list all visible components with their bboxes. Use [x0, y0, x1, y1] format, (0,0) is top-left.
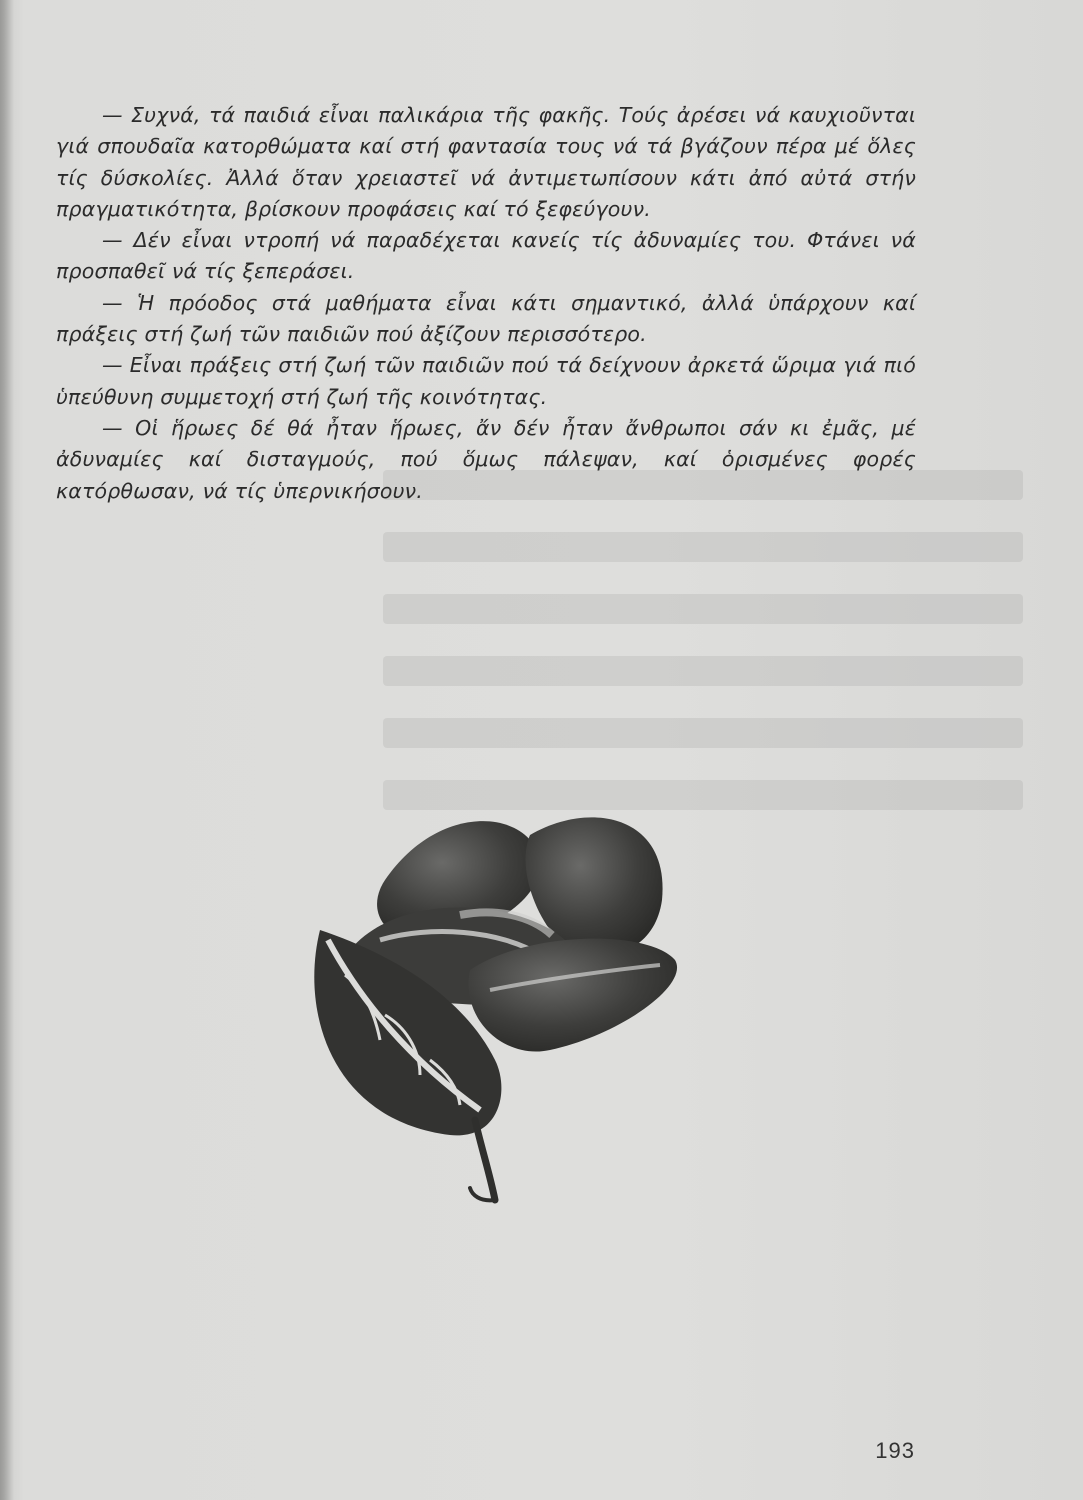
leaf-right-lower	[469, 939, 677, 1052]
paragraph-3: — Ἡ πρόοδος στά μαθήματα εἶναι κάτι σημαντικό, ἀλλά ὑπάρχουν καί πράξεις στή ζωή τῶν παιδιῶν πού ἀξίζουν περισσότερο.	[56, 290, 916, 347]
page-number: 193	[875, 1438, 915, 1463]
spine-shadow	[0, 0, 14, 1500]
paragraph-1: — Συχνά, τά παιδιά εἶναι παλικάρια τῆς φακῆς. Τούς ἀρέσει νά καυχιοῦνται γιά σπουδαῖα κατορθώματα καί στή φαντασία τους νά τά βγάζουν πέρα μέ ὅλες τίς δύσκολίες. Ἀλλά ὅταν χρειαστεῖ νά ἀντιμετωπίσουν κάτι ἀπό αὐτά στήν πραγματικότητα, βρίσκουν προφάσεις καί τό ξεφεύγουν.	[56, 103, 916, 221]
paragraph-4: — Εἶναι πράξεις στή ζωή τῶν παιδιῶν πού τά δείχνουν ἀρκετά ὥριμα γιά πιό ὑπεύθυνη συμμετοχή στή ζωή τῆς κοινότητας.	[56, 353, 916, 409]
stem	[475, 1120, 495, 1200]
paragraph-2: — Δέν εἶναι ντροπή νά παραδέχεται κανείς τίς ἀδυναμίες του. Φτάνει νά προσπαθεῖ νά τίς ξεπεράσει.	[56, 228, 916, 284]
paragraph-5: — Οἱ ἥρωες δέ θά ἦταν ἥρωες, ἄν δέν ἦταν ἄνθρωποι σάν κι ἐμᾶς, μέ ἀδυναμίες καί δισταγμούς, πού ὅμως πάλεψαν, καί ὁρισμένες φορές κατόρθωσαν, νά τίς ὑπερνικήσουν.	[56, 415, 916, 503]
body-text	[56, 100, 916, 507]
leaves-icon	[290, 790, 710, 1210]
